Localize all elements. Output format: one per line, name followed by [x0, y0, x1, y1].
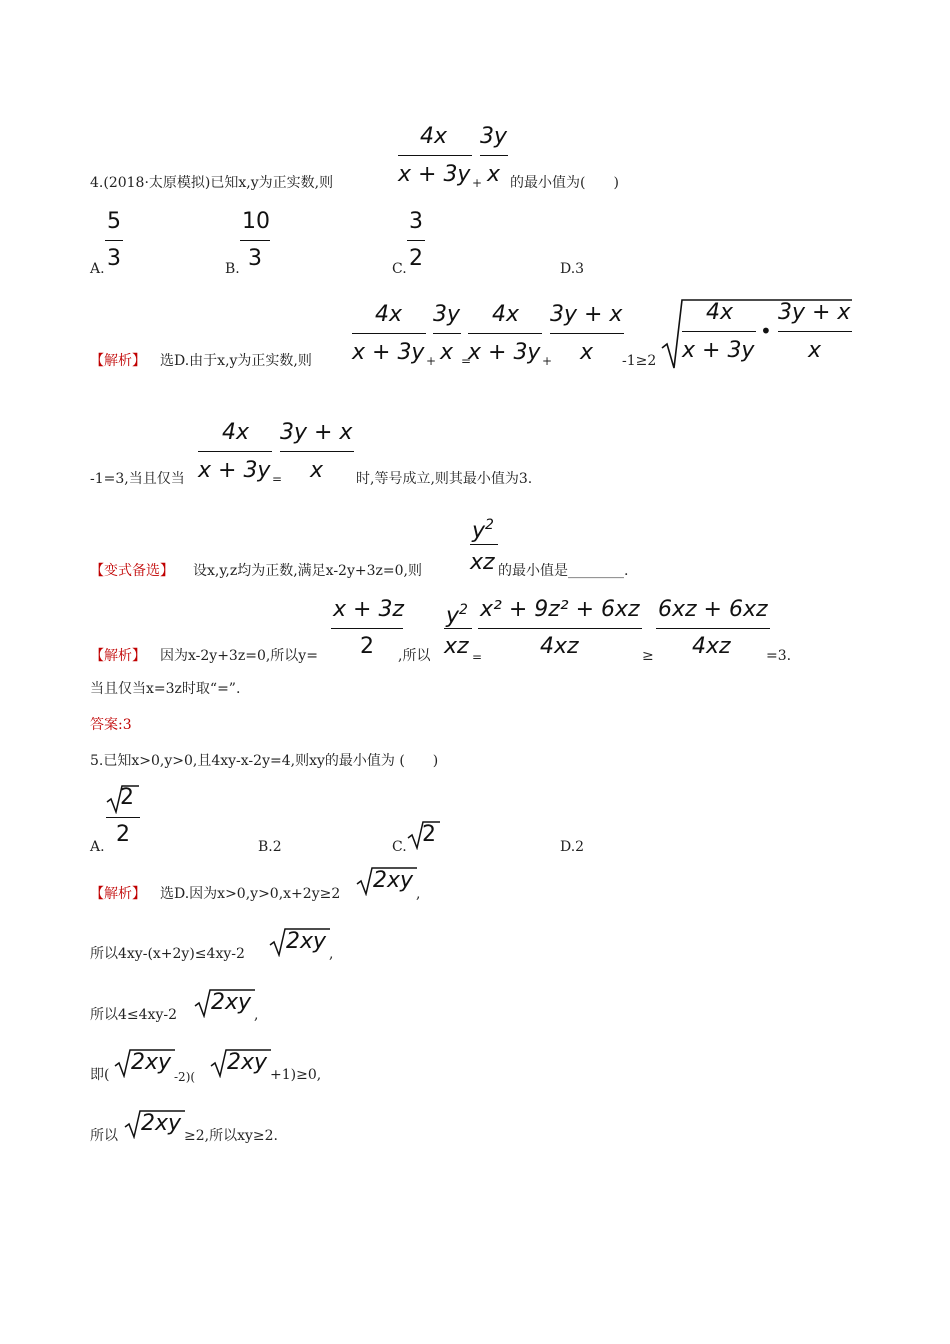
sol4-f3-bar [468, 333, 542, 334]
solvar-d-bar [656, 628, 770, 629]
solvar-b-num [446, 597, 468, 629]
sol4-eq2: = [272, 472, 283, 486]
sol5-l2-rad: 2xy [286, 929, 327, 954]
sol5-l3: 所以4≤4xy-2 [90, 1007, 177, 1023]
var-frac-num [472, 512, 494, 544]
sol5-l4-rad2: 2xy [227, 1050, 268, 1075]
solvar-text2: ,所以 [398, 648, 431, 664]
sol4-eq: = [461, 354, 472, 368]
solvar-a-num: x + 3z [333, 597, 404, 622]
sol4-g2-den: x [310, 458, 324, 483]
sol4-f2-den: x [440, 340, 454, 365]
var-frac-num-base: y [472, 518, 486, 544]
q5-option-a-label: A. [90, 839, 105, 855]
var-tag: 【变式备选】 [90, 563, 174, 579]
q4-stem-tail: 的最小值为( ) [510, 175, 619, 191]
sol4-plus1: + [426, 354, 437, 368]
q5-option-b: B.2 [258, 839, 282, 855]
var-frac-bar [470, 544, 498, 545]
sol5-l4c: +1)≥0, [270, 1067, 322, 1083]
var-frac-num-sup: 2 [485, 517, 494, 533]
q5-option-a-num: 2 [120, 785, 134, 810]
sol5-l3-end: , [254, 1007, 259, 1023]
sol5-l5-rad: 2xy [141, 1111, 182, 1136]
q4-f2-denominator: x [487, 162, 501, 187]
q4-option-c-label: C. [392, 261, 407, 277]
sol5-l4b: -2)( [174, 1070, 196, 1084]
sol4-f1-num: 4x [375, 302, 403, 327]
sol4-f4-num: 3y + x [550, 302, 623, 327]
var-text: 设x,y,z均为正数,满足x-2y+3z=0,则 [193, 563, 422, 579]
q4-option-d: D.3 [560, 261, 585, 277]
q5-option-a-den: 2 [116, 822, 130, 847]
sol4-ge2: -1≥2 [622, 353, 657, 369]
q4-option-a-num: 5 [107, 209, 121, 234]
sol5-l5a: 所以 [90, 1128, 118, 1144]
solvar-tag: 【解析】 [90, 648, 146, 664]
sol5-l2-end: , [329, 946, 334, 962]
var-tail: 的最小值是________. [498, 563, 629, 579]
sol4-dot: • [760, 319, 772, 343]
q4-stem: 4.(2018·太原模拟)已知x,y为正实数,则 [90, 175, 334, 191]
sol5-l4a: 即( [90, 1067, 110, 1083]
solvar-d-num: 6xz + 6xz [658, 597, 768, 622]
sol4-g1-den: x + 3y [198, 458, 271, 483]
sol5-tag: 【解析】 [90, 886, 146, 902]
sol4-line2a: -1=3,当且仅当 [90, 471, 185, 487]
q4-option-b-num: 10 [242, 209, 270, 234]
sol4-r1-den: x + 3y [682, 338, 755, 363]
solvar-text1: 因为x-2y+3z=0,所以y= [160, 648, 318, 664]
solvar-b-bar [444, 628, 472, 629]
sol5-l3-rad: 2xy [211, 990, 252, 1015]
solvar-a-den: 2 [360, 634, 374, 659]
sol4-line2b: 时,等号成立,则其最小值为3. [356, 471, 533, 487]
q4-plus: + [472, 176, 483, 190]
sol4-f1-bar [352, 333, 426, 334]
solvar-ge: ≥ [642, 648, 654, 664]
solvar-c-den: 4xz [540, 634, 579, 659]
q4-option-c-den: 2 [409, 246, 423, 271]
solvar-b-num-base: y [446, 603, 460, 629]
sol4-r2-bar [778, 331, 852, 332]
solvar-end: =3. [766, 648, 792, 664]
q4-option-b-den: 3 [248, 246, 262, 271]
sol4-r1-bar [682, 331, 756, 332]
sol4-f4-bar [550, 333, 624, 334]
solvar-d-den: 4xz [692, 634, 731, 659]
sol4-f3-den: x + 3y [468, 340, 541, 365]
sol4-g2-bar [280, 451, 354, 452]
solvar-a-bar [331, 628, 403, 629]
solvar-c-bar [478, 628, 642, 629]
q4-option-b-bar [240, 240, 270, 241]
q4-option-c-num: 3 [409, 209, 423, 234]
sol5-l1-end: , [416, 886, 421, 902]
solvar-c-num: x² + 9z² + 6xz [480, 597, 640, 622]
solvar-line2: 当且仅当x=3z时取“=”. [90, 681, 241, 697]
sol5-l1: 选D.因为x>0,y>0,x+2y≥2 [160, 886, 341, 902]
sol5-l1-rad: 2xy [373, 868, 414, 893]
sol4-g2-num: 3y + x [280, 420, 353, 445]
sol5-l5b: ≥2,所以xy≥2. [184, 1128, 278, 1144]
q4-f1-bar [398, 155, 472, 156]
q4-option-a-bar [105, 240, 123, 241]
solvar-b-num-sup: 2 [459, 602, 468, 618]
sol4-r2-den: x [808, 338, 822, 363]
sol4-g1-num: 4x [222, 420, 250, 445]
sol5-l4-rad1: 2xy [131, 1050, 172, 1075]
sol4-f4-den: x [580, 340, 594, 365]
solvar-b-den: xz [444, 634, 469, 659]
q4-option-c-bar [407, 240, 425, 241]
solvar-answer: 答案:3 [90, 717, 132, 733]
sol4-f2-num: 3y [433, 302, 461, 327]
q4-option-a-den: 3 [107, 246, 121, 271]
q4-f2-bar [480, 155, 508, 156]
sol4-r1-num: 4x [706, 300, 734, 325]
q4-f1-numerator: 4x [420, 124, 448, 149]
q5-option-a-bar [106, 817, 140, 818]
q5-option-d: D.2 [560, 839, 585, 855]
sol4-f3-num: 4x [492, 302, 520, 327]
sol4-f1-den: x + 3y [352, 340, 425, 365]
sol4-text1: 选D.由于x,y为正实数,则 [160, 353, 312, 369]
sol4-plus2: + [542, 354, 553, 368]
q5-stem: 5.已知x>0,y>0,且4xy-x-2y=4,则xy的最小值为 ( ) [90, 753, 439, 769]
var-frac-den: xz [470, 550, 495, 575]
q4-f1-denominator: x + 3y [398, 162, 471, 187]
sol4-g1-bar [198, 451, 272, 452]
q4-option-b-label: B. [225, 261, 240, 277]
sol4-r2-num: 3y + x [778, 300, 851, 325]
q4-f2-numerator: 3y [480, 124, 508, 149]
q5-option-c-label: C. [392, 839, 407, 855]
sol4-f2-bar [433, 333, 461, 334]
q4-option-a-label: A. [90, 261, 105, 277]
solvar-eq: = [472, 650, 483, 664]
sol5-l2: 所以4xy-(x+2y)≤4xy-2 [90, 946, 245, 962]
sol4-tag: 【解析】 [90, 353, 146, 369]
q5-option-c-rad: 2 [422, 822, 436, 847]
